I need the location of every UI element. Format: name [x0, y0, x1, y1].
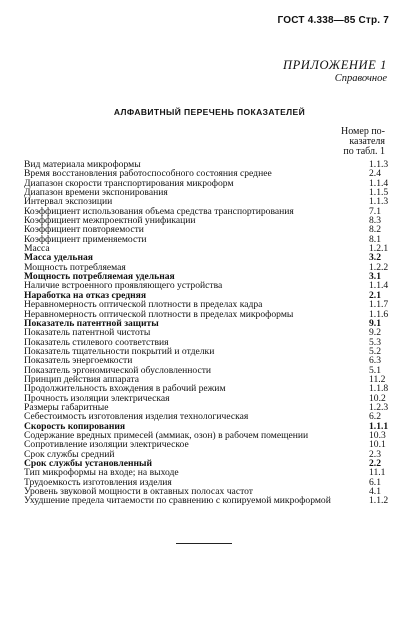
indicator-name: Ухудшение предела читаемости по сравнению с копируемой микроформой — [24, 495, 331, 507]
indicator-name: Наработка на отказ средняя — [24, 289, 147, 301]
indicator-number: 9.2 — [369, 327, 381, 339]
indicator-number: 6.3 — [369, 355, 381, 367]
indicator-number: 6.2 — [369, 411, 381, 423]
indicator-number: 5.2 — [369, 345, 381, 357]
indicator-name: Показатель патентной защиты — [24, 317, 159, 329]
indicator-name: Коэффициент повторяемости — [24, 224, 144, 236]
column-header-line: по табл. 1 — [343, 146, 385, 157]
indicator-number: 8.3 — [369, 215, 381, 227]
indicator-name: Срок службы установленный — [24, 458, 153, 469]
list-item — [24, 496, 394, 505]
indicator-name: Сопротивление изоляции электрическое — [24, 439, 189, 451]
indicator-number: 2.1 — [369, 289, 381, 301]
indicator-number: 3.2 — [369, 252, 381, 264]
indicator-name: Показатель эргономической обусловленности — [24, 364, 212, 376]
indicator-number: 1.1.1 — [369, 420, 389, 432]
indicator-name: Неравномерность оптической плотности в пределах микроформы — [24, 308, 294, 320]
indicator-number: 2.2 — [369, 458, 381, 469]
indicator-name: Неравномерность оптической плотности в пределах кадра — [24, 299, 263, 311]
indicator-name: Показатель патентной чистоты — [24, 327, 151, 339]
indicator-number: 11.2 — [369, 373, 386, 385]
indicator-number: 10.1 — [369, 439, 386, 451]
list-item — [24, 235, 394, 244]
indicator-name: Коэффициент межпроектной унификации — [24, 215, 196, 227]
indicator-name: Уровень звуковой мощности в октавных полосах частот — [24, 486, 254, 498]
indicator-name: Мощность потребляемая — [24, 261, 126, 273]
indicator-number: 1.1.2 — [369, 495, 389, 507]
indicator-name: Показатель энергоемкости — [24, 355, 133, 367]
column-header-line: Номер по- — [341, 126, 385, 137]
indicator-name: Время восстановления работоспособного состояния среднее — [24, 168, 272, 180]
indicator-name: Принцип действия аппарата — [24, 373, 140, 385]
indicator-name: Продолжительность вхождения в рабочий режим — [24, 383, 226, 395]
indicator-number: 1.1.3 — [369, 196, 389, 208]
indicator-number: 9.1 — [369, 317, 381, 329]
indicator-name: Себестоимость изготовления изделия технологическая — [24, 411, 249, 423]
indicator-name: Наличие встроенного проявляющего устройства — [24, 280, 223, 292]
indicator-number: 1.1.5 — [369, 187, 389, 199]
appendix-title: ПРИЛОЖЕНИЕ 1 — [282, 58, 387, 72]
indicator-name: Показатель стилевого соответствия — [24, 336, 169, 348]
indicator-number: 1.1.6 — [369, 308, 389, 320]
indicator-number: 8.2 — [369, 224, 381, 236]
indicator-name: Размеры габаритные — [24, 401, 109, 413]
indicator-name: Мощность потребляемая удельная — [24, 271, 175, 283]
indicator-number: 1.1.4 — [369, 177, 389, 189]
indicator-number: 1.1.8 — [369, 383, 389, 395]
column-header — [341, 127, 385, 157]
indicator-number: 4.1 — [369, 486, 381, 498]
indicator-number: 1.1.7 — [369, 299, 389, 311]
indicator-number: 10.2 — [369, 392, 386, 404]
indicator-name: Показатель тщательности покрытий и отделки — [24, 345, 215, 357]
indicator-name: Диапазон скорости транспортирования микроформ — [24, 177, 234, 189]
indicator-list — [24, 160, 394, 506]
indicator-number: 2.3 — [369, 448, 381, 460]
indicator-number: 1.2.3 — [369, 401, 389, 413]
indicator-name: Тип микроформы на входе; на выходе — [24, 467, 179, 479]
indicator-name: Прочность изоляции электрическая — [24, 392, 170, 404]
indicator-name: Масса удельная — [24, 252, 93, 264]
indicator-number: 1.2.2 — [369, 261, 389, 273]
appendix-subtitle: Справочное — [334, 73, 387, 84]
indicator-name: Коэффициент применяемости — [24, 233, 147, 245]
indicator-number: 11.1 — [369, 467, 386, 479]
indicator-name: Интервал экспозиции — [24, 196, 113, 208]
column-header-line: казателя — [349, 136, 385, 147]
indicator-number: 5.3 — [369, 336, 381, 348]
indicator-name: Скорость копирования — [24, 420, 126, 432]
indicator-number: 3.1 — [369, 271, 381, 283]
indicator-number: 8.1 — [369, 233, 381, 245]
indicator-name: Диапазон времени экспонирования — [24, 187, 168, 199]
indicator-number: 10.3 — [369, 429, 386, 441]
indicator-number: 2.4 — [369, 168, 381, 180]
appendix-label — [283, 59, 387, 85]
indicator-name: Содержание вредных примесей (аммиак, озон) в рабочем помещении — [24, 429, 309, 441]
indicator-number: 6.1 — [369, 476, 381, 488]
indicator-name: Масса — [24, 243, 50, 255]
end-divider — [176, 543, 232, 544]
indicator-number: 1.1.4 — [369, 280, 389, 292]
indicator-number: 1.2.1 — [369, 243, 389, 255]
indicator-number: 5.1 — [369, 364, 381, 376]
page-title: АЛФАВИТНЫЙ ПЕРЕЧЕНЬ ПОКАЗАТЕЛЕЙ — [113, 107, 306, 117]
indicator-name: Срок службы средний — [24, 448, 115, 460]
indicator-number: 1.1.3 — [369, 159, 389, 170]
indicator-name: Коэффициент использования объема средства транспортирования — [24, 205, 294, 217]
page-header: ГОСТ 4.338—85 Стр. 7 — [277, 15, 389, 26]
indicator-name: Вид материала микроформы — [24, 159, 141, 170]
indicator-number: 7.1 — [369, 205, 381, 217]
indicator-name: Трудоемкость изготовления изделия — [24, 476, 172, 488]
